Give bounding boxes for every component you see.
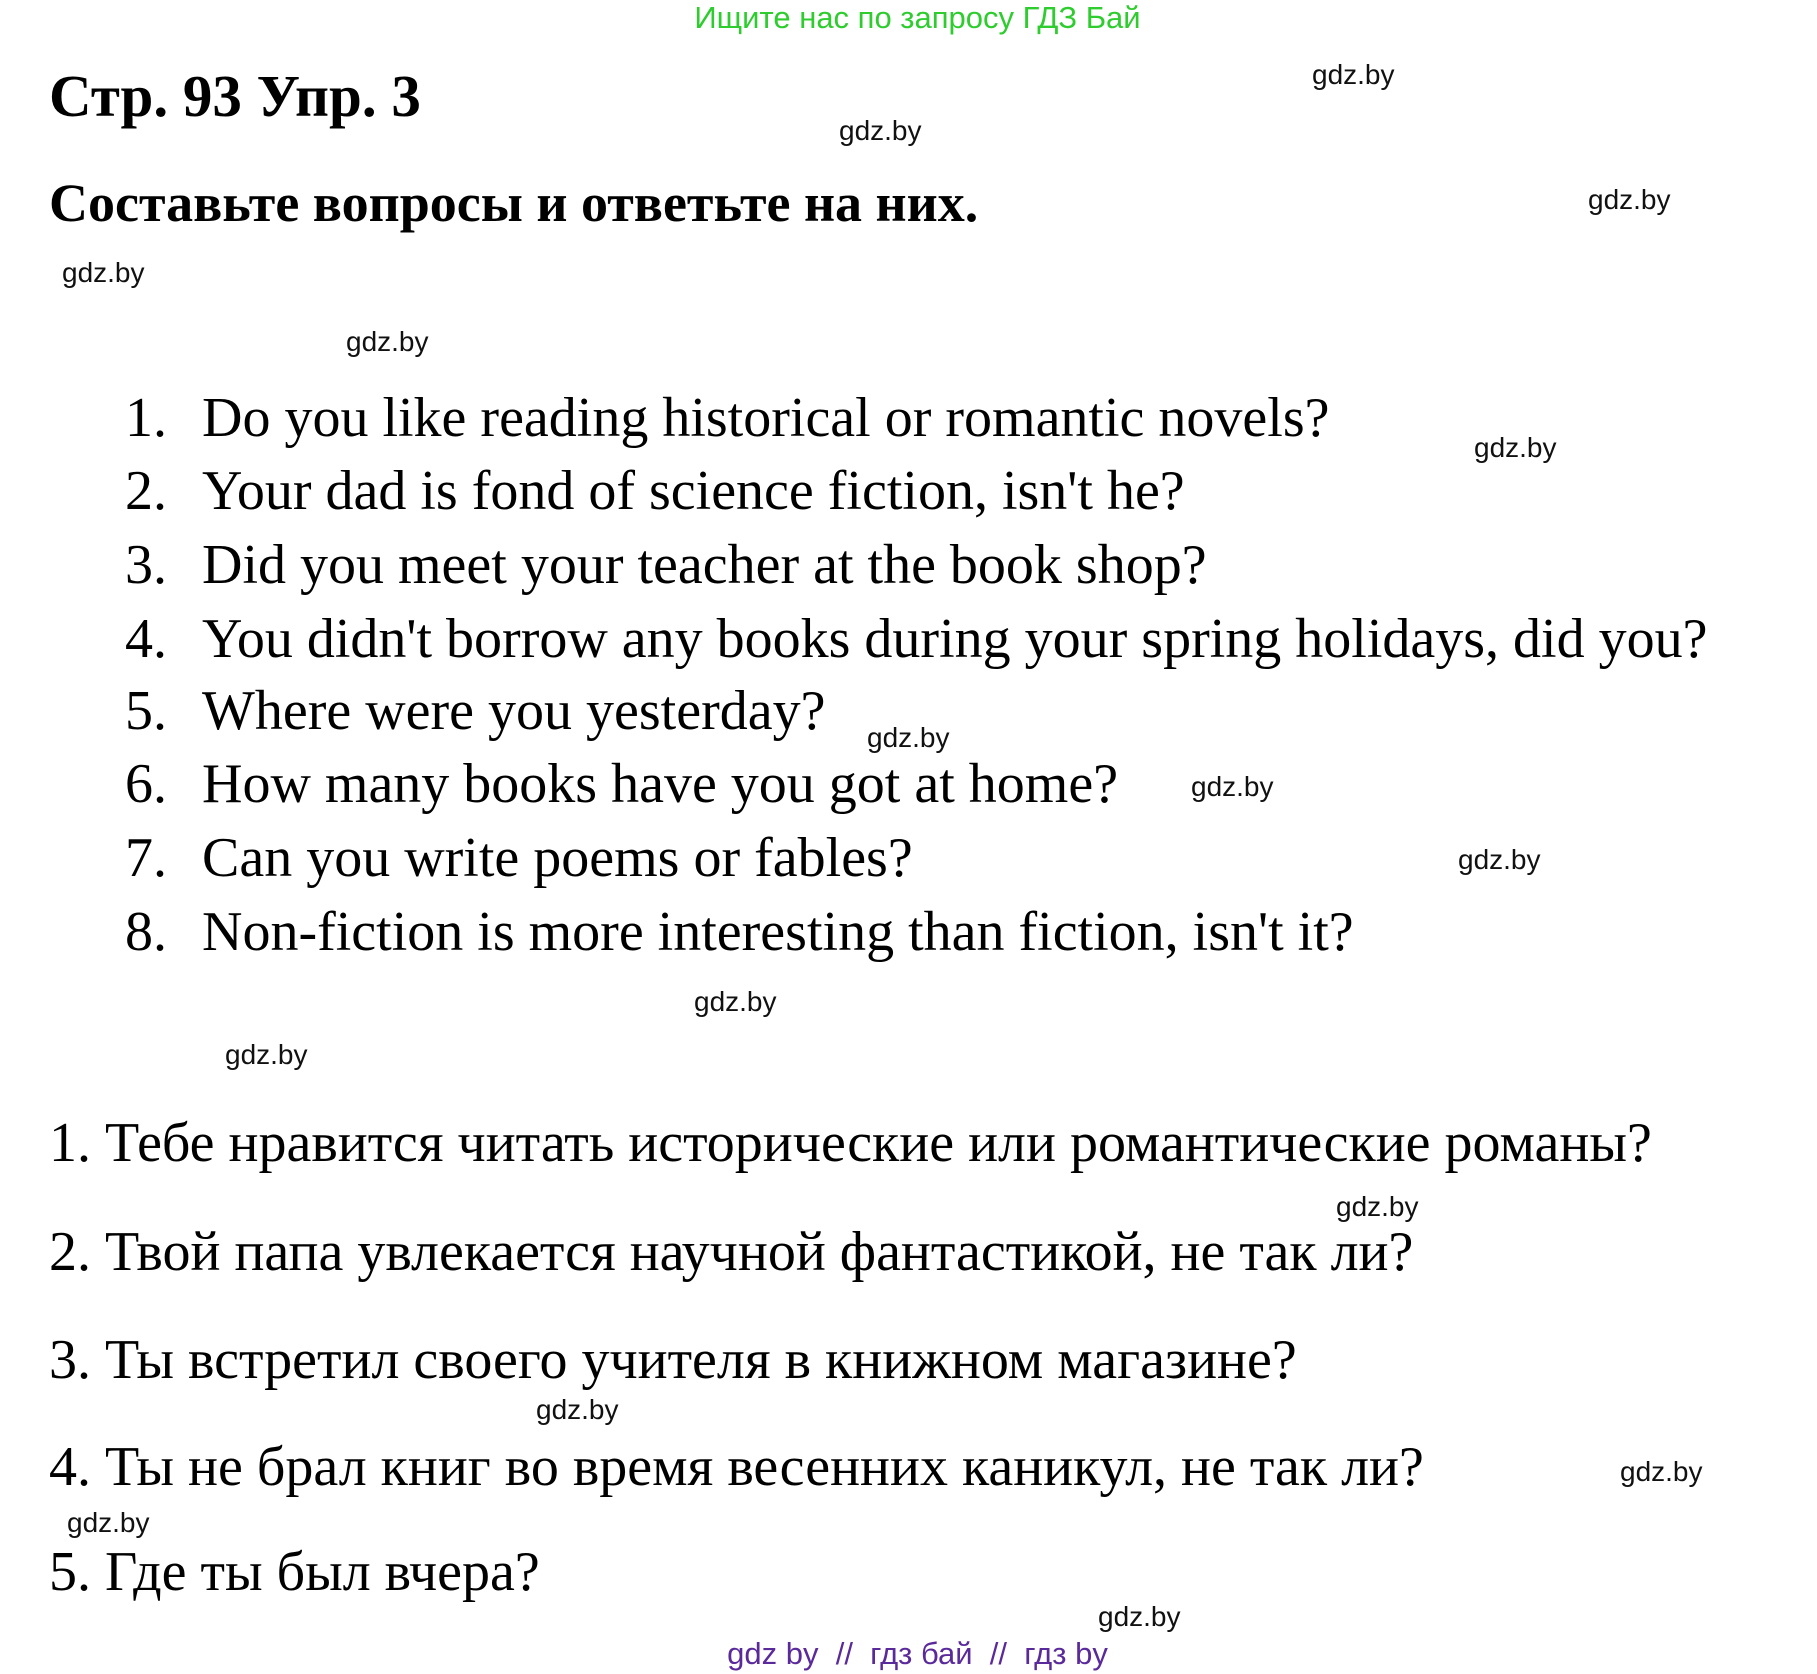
- watermark: gdz.by: [1312, 59, 1395, 90]
- translation-item: 3. Ты встретил своего учителя в книжном магазине?: [49, 1329, 1297, 1391]
- watermark: gdz.by: [346, 326, 429, 357]
- item-text: Did you meet your teacher at the book shop?: [202, 534, 1207, 596]
- item-text: Where were you yesterday?: [202, 680, 826, 742]
- item-number: 7.: [125, 827, 167, 889]
- item-number: 2.: [125, 460, 167, 522]
- watermark: gdz.by: [225, 1039, 308, 1070]
- watermark: gdz.by: [694, 986, 777, 1017]
- translation-item: 5. Где ты был вчера?: [49, 1541, 540, 1603]
- watermark: gdz.by: [67, 1507, 150, 1538]
- search-banner: Ищите нас по запросу ГДЗ Бай: [694, 0, 1141, 35]
- translation-item: 2. Твой папа увлекается научной фантастикой, не так ли?: [49, 1221, 1414, 1283]
- footer-links: gdz by // гдз бай // гдз by: [727, 1636, 1108, 1671]
- item-number: 5.: [125, 680, 167, 742]
- exercise-instruction: Составьте вопросы и ответьте на них.: [49, 173, 979, 233]
- item-text: Non-fiction is more interesting than fiction, isn't it?: [202, 901, 1354, 963]
- watermark: gdz.by: [1458, 844, 1541, 875]
- watermark: gdz.by: [839, 115, 922, 146]
- item-number: 6.: [125, 753, 167, 815]
- item-text: Do you like reading historical or romantic novels?: [202, 387, 1330, 449]
- watermark: gdz.by: [1474, 432, 1557, 463]
- watermark: gdz.by: [1620, 1456, 1703, 1487]
- page-title: Стр. 93 Упр. 3: [49, 63, 421, 129]
- item-text: Your dad is fond of science fiction, isn't he?: [202, 460, 1185, 522]
- translation-item: 1. Тебе нравится читать исторические или романтические романы?: [49, 1112, 1652, 1174]
- item-text: Can you write poems or fables?: [202, 827, 913, 889]
- watermark: gdz.by: [1191, 771, 1274, 802]
- item-number: 1.: [125, 387, 167, 449]
- item-text: You didn't borrow any books during your spring holidays, did you?: [202, 608, 1708, 670]
- watermark: gdz.by: [1098, 1601, 1181, 1632]
- item-text: How many books have you got at home?: [202, 753, 1119, 815]
- item-number: 3.: [125, 534, 167, 596]
- watermark: gdz.by: [536, 1394, 619, 1425]
- item-number: 8.: [125, 901, 167, 963]
- watermark: gdz.by: [867, 722, 950, 753]
- item-number: 4.: [125, 608, 167, 670]
- watermark: gdz.by: [1588, 184, 1671, 215]
- watermark: gdz.by: [62, 257, 145, 288]
- translation-item: 4. Ты не брал книг во время весенних каникул, не так ли?: [49, 1436, 1424, 1498]
- watermark: gdz.by: [1336, 1191, 1419, 1222]
